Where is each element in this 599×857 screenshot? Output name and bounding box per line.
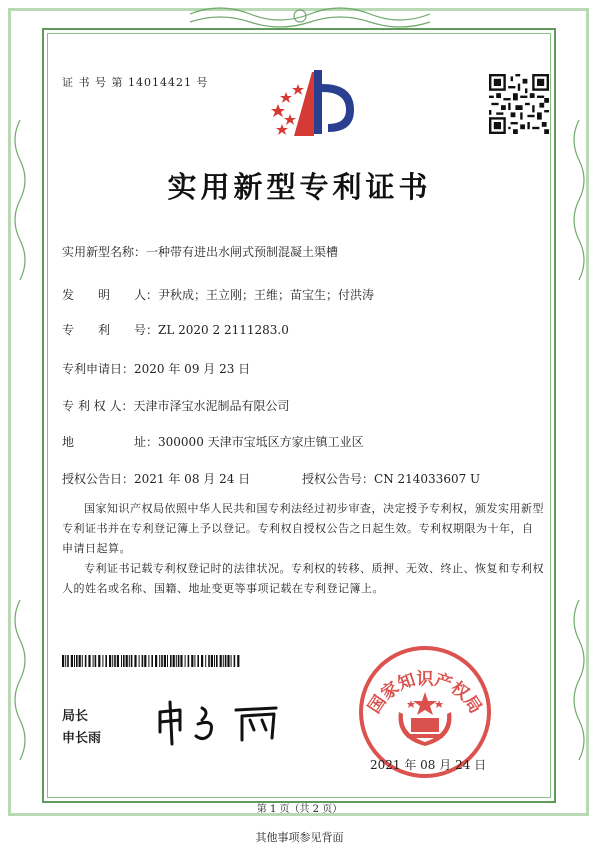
- field-value: 2021 年 08 月 24 日: [134, 472, 251, 486]
- qr-code: [489, 74, 549, 134]
- field-value: CN 214033607 U: [374, 472, 481, 486]
- body-paragraph-1: 国家知识产权局依照中华人民共和国专利法经过初步审查，决定授予专利权，颁发实用新型专利证书并在专利登记簿上予以登记。专利权自授权公告之日起生效。专利权期限为十年，自申请日起算。: [62, 502, 544, 555]
- body-paragraph-2: 专利证书记载专利权登记时的法律状况。专利权的转移、质押、无效、终止、恢复和专利权人的姓名或名称、国籍、地址变更等事项记载在专利登记簿上。: [62, 562, 544, 595]
- seal-text: 国家知识产权局: [364, 669, 486, 718]
- field-value: 一种带有进出水闸式预制混凝土渠槽: [146, 245, 339, 259]
- handwritten-signature: [150, 698, 300, 746]
- field-patent-number: [62, 321, 289, 338]
- field-label: 授权公告日：: [62, 472, 135, 486]
- field-utility-model-name: [62, 243, 338, 260]
- field-value: 天津市泽宝水泥制品有限公司: [133, 399, 290, 413]
- field-patentee: [62, 397, 289, 414]
- field-label: 地 址：: [62, 435, 159, 449]
- corner-ornament-left: [0, 0, 40, 857]
- signature-name: 申长雨: [62, 731, 102, 746]
- signature-title: 局长: [62, 709, 89, 724]
- field-label: 发 明 人：: [62, 288, 159, 302]
- field-value: 300000 天津市宝坻区方家庄镇工业区: [158, 435, 364, 449]
- field-filing-date: [62, 360, 250, 377]
- barcode: [62, 655, 242, 667]
- field-inventors: [62, 286, 374, 303]
- field-value: 2020 年 09 月 23 日: [134, 362, 251, 376]
- cnipa-emblem: [264, 62, 354, 144]
- certificate-number: 证 书 号 第 14014421 号: [62, 76, 209, 89]
- field-label: 实用新型名称：: [62, 245, 147, 259]
- corner-ornament-top: [0, 0, 599, 40]
- seal-date: 2021 年 08 月 24 日: [370, 758, 487, 772]
- field-value: 尹秋成；王立刚；王维；苗宝生；付洪涛: [158, 288, 375, 302]
- field-label: 专利申请日：: [62, 362, 135, 376]
- field-label: 专 利 权 人：: [62, 399, 134, 413]
- corner-ornament-right: [559, 0, 599, 857]
- field-label: 授权公告号：: [302, 472, 375, 486]
- field-value: ZL 2020 2 2111283.0: [158, 323, 289, 337]
- field-grant-number: [302, 470, 480, 487]
- page-title: 实用新型专利证书: [167, 170, 432, 204]
- page-number: 第 1 页（共 2 页）: [256, 804, 343, 815]
- field-label: 专 利 号：: [62, 323, 159, 337]
- field-grant-date: [62, 470, 250, 487]
- footer-note: 其他事项参见背面: [255, 831, 344, 844]
- field-address: [62, 433, 364, 450]
